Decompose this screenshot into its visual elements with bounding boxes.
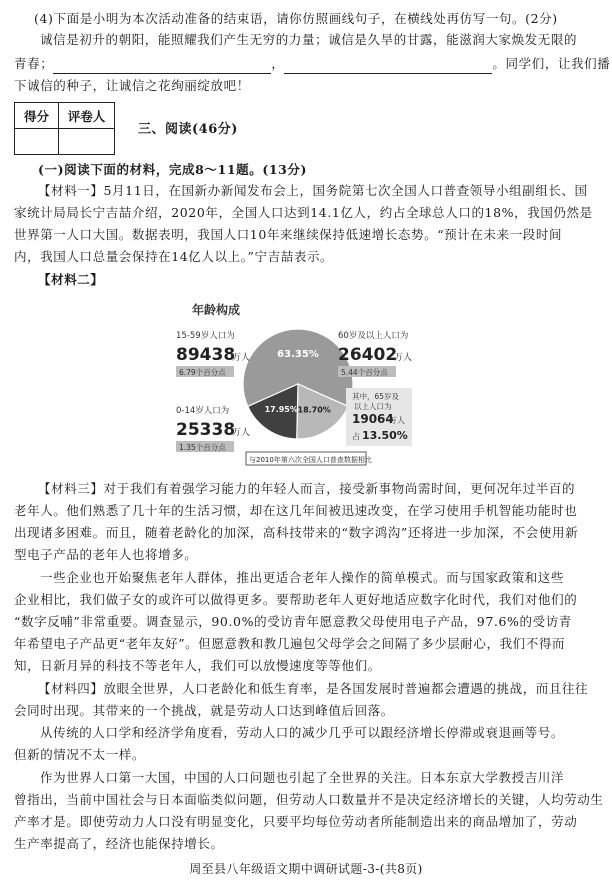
m4-line: 会同时出现。其带来的一个挑战，就是劳动人口达到峰值后回落。 xyxy=(14,703,394,718)
count-60-plus: 26402 xyxy=(338,345,398,365)
p4-line: 作为世界人口第一大国，中国的人口问题也引起了全世界的关注。日本东京大学教授吉川洋 xyxy=(40,770,565,785)
chart-footnote: 与2010年第六次全国人口普查数据相比 xyxy=(249,456,372,464)
q4-text-mid: ， xyxy=(271,56,285,71)
m1-line: 世界第一人口大国。数据表明，我国人口10年来继续保持低速增长态势。“预计在未来一段时间 xyxy=(14,227,563,242)
change-60-plus: 5.44个百分点 xyxy=(341,368,388,377)
score-label: 得分 xyxy=(15,103,59,129)
age-pie-svg xyxy=(176,296,422,468)
unit-0-14: 万人 xyxy=(232,428,251,438)
p2-line: 一些企业也开始聚焦老年人群体，推出更适合老年人操作的简单模式。而与国家政策和这些 xyxy=(40,570,565,585)
sub-65-pct: 13.50% xyxy=(362,429,408,442)
age-structure-chart xyxy=(176,296,422,468)
p4-line: 曾指出，当前中国社会与日本面临类似问题，但劳动人口数量并不是决定经济增长的关键，人均劳动生 xyxy=(14,792,604,807)
sub-65-unit: 万人 xyxy=(389,416,405,425)
label-15-59: 15-59岁人口为 xyxy=(176,331,235,341)
count-0-14: 25338 xyxy=(176,420,236,440)
unit-15-59: 万人 xyxy=(232,353,251,363)
pie-slices xyxy=(243,329,353,439)
p3-line: 但新的情况不太一样。 xyxy=(14,747,146,762)
slice-label-0-14: 17.95% xyxy=(264,405,298,415)
p2-line: 知，日新月异的科技不等老年人，我们可以放慢速度等等他们。 xyxy=(14,658,381,673)
p2-line: 企业相比，我们做子女的或许可以做得更多。要帮助老年人更好地适应数字化时代，我们对他们的 xyxy=(14,592,578,607)
m3-line: 出现诸多困难。而且，随着老龄化的加深，高科技带来的“数字鸿沟”还将进一步加深，不会使用新 xyxy=(14,525,579,540)
unit-60-plus: 万人 xyxy=(394,353,413,363)
score-box xyxy=(14,102,115,155)
p4-line: 生产率提高了，经济也能保持增长。 xyxy=(14,836,224,851)
m4-line: 【材料四】放眼全世界，人口老龄化和低生育率，是各国发展时普遍都会遭遇的挑战，而且往往 xyxy=(38,681,589,696)
score-cell xyxy=(15,129,59,155)
m2-label: 【材料二】 xyxy=(38,272,104,287)
p2-line: 年希望电子产品更“老年友好”。但愿意教和教几遍包父母学会之间隔了多少层耐心，我们不得而 xyxy=(14,636,566,651)
sub-65-count: 19064 xyxy=(352,412,394,426)
grader-cell xyxy=(59,129,115,155)
section-title: 三、阅读(46分) xyxy=(138,122,238,137)
q4-example-sentence: 诚信是初升的朝阳，能照耀我们产生无穷的力量；诚信是久旱的甘露，能滋润大家焕发无限的 xyxy=(40,32,578,47)
m1-line: 【材料一】5月11日，在国新办新闻发布会上，国务院第七次全国人口普查领导小组副组长、国 xyxy=(38,183,588,198)
chart-title: 年龄构成 xyxy=(192,303,241,317)
label-60-plus: 60岁及以上人口为 xyxy=(338,331,409,341)
q4-blank-1[interactable] xyxy=(53,60,271,74)
change-15-59: 6.79个百分点 xyxy=(179,368,226,377)
label-0-14: 0-14岁人口为 xyxy=(176,406,230,416)
m3-line: 老年人。他们熟悉了几十年的生活习惯，却在这几年间被迅速改变，在学习使用手机智能功能时也 xyxy=(14,503,578,518)
m3-line: 【材料三】对于我们有着强学习能力的年轻人而言，接受新事物尚需时间，更何况年过半百的 xyxy=(38,481,576,496)
q4-blank-2[interactable] xyxy=(284,60,492,74)
p2-line: “数字反哺”非常重要。调查显示，90.0%的受访青年愿意教父母使用电子产品，97.6%的受访青 xyxy=(14,614,572,629)
q4-closing-line: 下诚信的种子，让诚信之花绚丽绽放吧！ xyxy=(14,78,250,93)
slice-label-60-plus: 18.70% xyxy=(297,405,331,415)
p4-line: 产率才是。即使劳动力人口没有明显变化，只要平均每位劳动者所能制造出来的商品增加了，劳动 xyxy=(14,814,578,829)
q4-text-start: 青春； xyxy=(14,56,54,71)
count-15-59: 89438 xyxy=(176,345,236,365)
part1-title: (一)阅读下面的材料，完成8～11题。(13分) xyxy=(38,162,308,177)
p3-line: 从传统的人口学和经济学角度看，劳动人口的减少几乎可以跟经济增长停滞或衰退画等号。 xyxy=(40,725,565,740)
m1-line: 内，我国人口总量会保持在14亿人以上。”宁吉喆表示。 xyxy=(14,249,334,264)
page-footer: 周至县八年级语文期中调研试题-3-(共8页) xyxy=(189,862,423,876)
q4-text-end: 。同学们，让我们播 xyxy=(492,56,611,71)
q4-prompt: (4)下面是小明为本次活动准备的结束语，请你仿照画线句子，在横线处再仿写一句。(2分) xyxy=(34,11,558,26)
m1-line: 家统计局局长宁吉喆介绍，2020年，全国人口达到14.1亿人，约占全球总人口的18%，我国仍然是 xyxy=(14,205,593,220)
slice-label-15-59: 63.35% xyxy=(277,348,319,360)
change-0-14: 1.35个百分点 xyxy=(179,443,226,452)
q4-fill-line xyxy=(14,54,611,74)
sub-65-line2: 以上人口为 xyxy=(354,402,392,411)
sub-65-line1: 其中，65岁及 xyxy=(352,392,400,401)
grader-label: 评卷人 xyxy=(59,103,115,129)
sub-65-pct-prefix: 占 xyxy=(352,432,360,441)
m3-line: 型电子产品的老年人也将增多。 xyxy=(14,547,198,562)
